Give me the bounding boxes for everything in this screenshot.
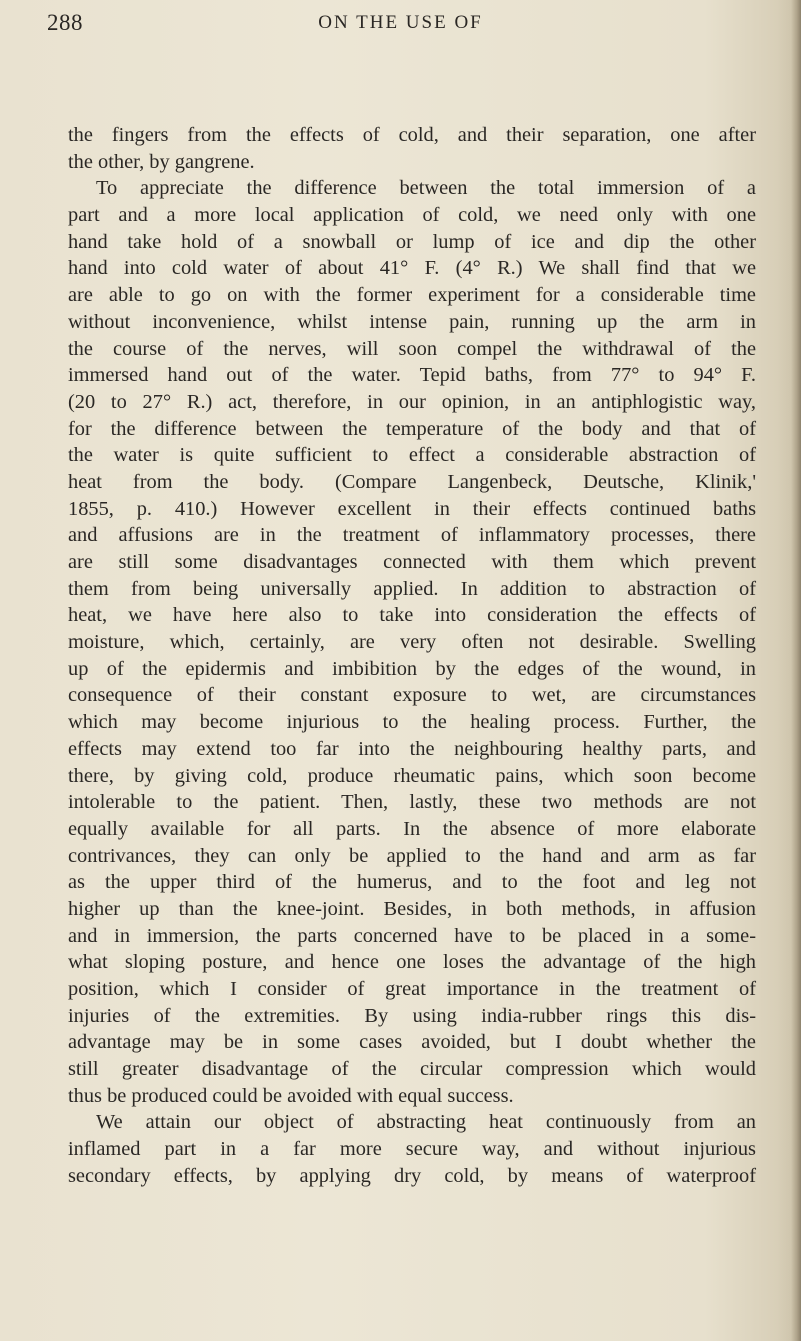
text-line: heat from the body. (Compare Langenbeck, Deutsche, Klinik,'	[68, 470, 756, 493]
text-line: injuries of the extremities. By using india-rubber rings this dis-	[68, 1004, 756, 1027]
text-line: the course of the nerves, will soon compel the withdrawal of the	[68, 337, 756, 360]
text-line: the fingers from the effects of cold, and their separation, one after	[68, 124, 756, 146]
text-line: what sloping posture, and hence one loses the advantage of the high	[68, 951, 756, 974]
text-line: the other, by gangrene.	[68, 150, 255, 173]
text-line: intolerable to the patient. Then, lastly, these two methods are not	[68, 791, 756, 814]
text-line: higher up than the knee-joint. Besides, in both methods, in affusion	[68, 897, 756, 920]
page-number: 288	[47, 10, 83, 35]
text-line: heat, we have here also to take into consideration the effects of	[68, 604, 756, 627]
text-line: without inconvenience, whilst intense pain, running up the arm in	[68, 310, 756, 333]
running-head: ON THE USE OF	[318, 12, 483, 33]
text-line: contrivances, they can only be applied to the hand and arm as far	[68, 844, 756, 867]
text-line: hand into cold water of about 41° F. (4° R.) We shall find that we	[68, 257, 756, 280]
text-line: (20 to 27° R.) act, therefore, in our opinion, in an antiphlogistic way,	[68, 390, 756, 413]
page-edge-shadow	[791, 0, 801, 1341]
text-line: for the difference between the temperature of the body and that of	[68, 417, 756, 440]
text-line: and affusions are in the treatment of inflammatory processes, there	[68, 524, 756, 547]
text-line: and in immersion, the parts concerned have to be placed in a some-	[68, 924, 756, 947]
text-line: are able to go on with the former experiment for a considerable time	[68, 284, 756, 307]
text-line: moisture, which, certainly, are very often not desirable. Swelling	[68, 631, 756, 654]
text-line: 1855, p. 410.) However excellent in their effects continued baths	[68, 497, 756, 520]
text-line: inflamed part in a far more secure way, and without injurious	[68, 1138, 756, 1161]
text-line: equally available for all parts. In the absence of more elaborate	[68, 817, 756, 840]
text-line: as the upper third of the humerus, and to the foot and leg not	[68, 871, 756, 894]
text-line: hand take hold of a snowball or lump of ice and dip the other	[68, 230, 756, 253]
text-line: the water is quite sufficient to effect a considerable abstraction of	[68, 444, 756, 467]
text-line: which may become injurious to the healing process. Further, the	[68, 711, 756, 734]
text-line: To appreciate the difference between the total immersion of a	[96, 177, 756, 200]
text-line: We attain our object of abstracting heat continuously from an	[96, 1111, 756, 1134]
text-line: thus be produced could be avoided with equal success.	[68, 1084, 514, 1107]
text-line: secondary effects, by applying dry cold, by means of waterproof	[68, 1164, 756, 1187]
text-line: up of the epidermis and imbibition by the edges of the wound, in	[68, 657, 756, 680]
body-text	[68, 122, 756, 1190]
text-line: effects may extend too far into the neighbouring healthy parts, and	[68, 737, 756, 760]
text-line: consequence of their constant exposure to wet, are circumstances	[68, 684, 756, 707]
text-line: part and a more local application of cold, we need only with one	[68, 204, 756, 227]
text-line: there, by giving cold, produce rheumatic pains, which soon become	[68, 764, 756, 787]
text-line: position, which I consider of great importance in the treatment of	[68, 978, 756, 1000]
text-line: immersed hand out of the water. Tepid baths, from 77° to 94° F.	[68, 364, 756, 387]
text-line: advantage may be in some cases avoided, but I doubt whether the	[68, 1031, 756, 1054]
text-line: still greater disadvantage of the circular compression which would	[68, 1058, 756, 1081]
text-line: are still some disadvantages connected with them which prevent	[68, 551, 756, 573]
text-line: them from being universally applied. In addition to abstraction of	[68, 577, 756, 600]
